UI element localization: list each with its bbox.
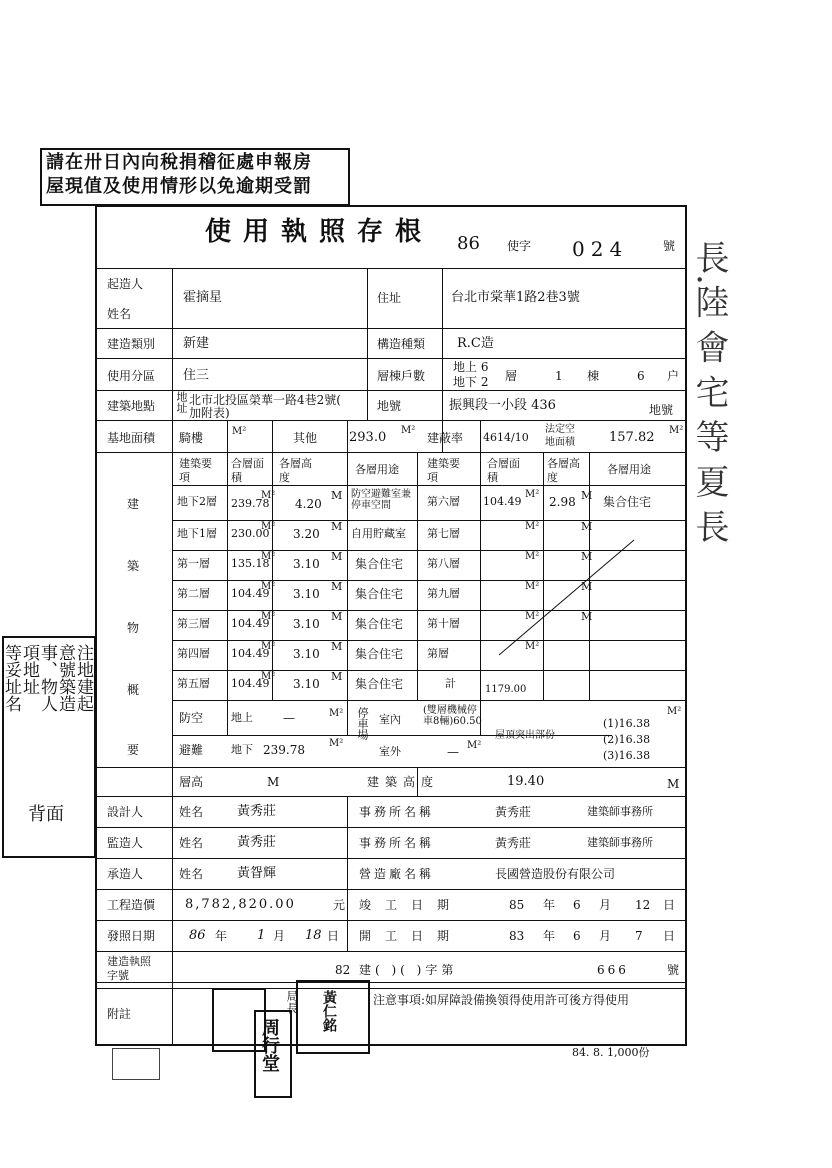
building-height: 19.40 — [507, 774, 545, 789]
table-row: 第三層 — [177, 617, 210, 630]
permit-number: 024 — [572, 237, 629, 261]
contractor-name: 黃眢輝 — [237, 866, 277, 881]
issue-year: 86 — [189, 928, 206, 943]
table-row: 第四層 — [177, 647, 210, 660]
owner-name: 霍摘星 — [183, 290, 223, 305]
table-row: 地下1層 — [177, 527, 217, 540]
notice-line-1: 請在卅日內向稅捐稽征處申報房 — [46, 152, 312, 173]
designer-name: 黃秀莊 — [237, 804, 277, 819]
table-row: 第九層 — [427, 587, 460, 600]
corner-seal — [112, 1048, 160, 1080]
official-seal-3: 黃仁銘 — [296, 980, 370, 1054]
back-label: 背面 — [28, 804, 64, 825]
table-row: 第八層 — [427, 557, 460, 570]
table-row: 第二層 — [177, 587, 210, 600]
notice-line-2: 屋現值及使用情形以免逾期受罰 — [46, 176, 312, 197]
construction-cost: 8,782,820.00 — [185, 897, 296, 912]
table-row: 第六層 — [427, 495, 460, 508]
tax-notice — [40, 148, 350, 206]
permit-ref-number: 666 — [597, 963, 629, 977]
table-row: 計 — [445, 677, 456, 690]
table-row: 第一層 — [177, 557, 210, 570]
print-footer: 84. 8. 1,000份 — [572, 1046, 650, 1059]
table-row: 地下2層 — [177, 495, 217, 508]
owner-address: 台北市棠華1路2巷3號 — [451, 290, 580, 305]
table-row: 第十層 — [427, 617, 460, 630]
margin-handwriting: 長.陸 會 宅 等 夏 長 — [689, 240, 729, 543]
table-row: 第層 — [427, 647, 449, 660]
supervisor-name: 黃秀莊 — [237, 835, 277, 850]
table-row: 第五層 — [177, 677, 210, 690]
contractor-company: 長國營造股份有限公司 — [495, 867, 616, 881]
form-title: 使用執照存根 — [205, 217, 434, 247]
official-seal-2: 周行堂 — [254, 1010, 292, 1098]
table-row: 第七層 — [427, 527, 460, 540]
permit-form: 使用執照存根 86 使字 024 號 起造人 姓名 霍摘星 住址 台北市棠華1路2巷3號 建造類別 新建 構造種類 R.C造 使用分區 住三 層棟戶數 地上 6 地下 2 層 1 棟 6 户 建築地點 地址 北市北投區榮華一路4巷2號( 加附表) 地號 振興段一小段 436 地號 基地面積 騎樓 M² 其他 293.0 M² 建蔽率 4614/10 法定空 地面積 157.82 M² 建築要項 合層面積 各層高度 各層用途 建築要項 合層面積 各層高度 各層用途 建 築 物 概 要 地下2層 239.78 4.20 防空避難室兼停車空間 地下1層 230.00 3.20 自用貯藏室 第一層 135.18 3.10 集合住宅 第二層 104.49 3.10 集合住宅 第三層 104.49 3.10 集合住宅 第四層 104.49 3.10 集合住宅 第五層 104.49 3.10 集合住宅 M² M M² M M² M M² M M² M M² M M² M 第六層 104.49 2.98 集合住宅 第七層 第八層 第九層 第十層 第層 計 1179.00 M² M M² M M² M M² M M² M M² 防空 避難 地上 — M² 地下 239.78 M² 停車場 室內 (雙層機械停車8輛)60.50 室外 — M² 屋頂突出部份 (1)16.38 (2)16.38 (3)16.38 M² 層高 M 建築高度 19.40 M 設計人 姓名 黃秀莊 事務所名稱 黃秀莊 建築師事務所 監造人 姓名 黃秀莊 事務所名稱 黃秀莊 建築師事務所 承造人 姓名 黃眢輝 營造廠名稱 長國營造股份有限公司 工程造價 8,782,820.00 元 竣工日期 85 年 6 月 12 日 發照日期 86 年 1 月 18 日 開工日期 83 年 6 月 7 日 建造執照 字號 82 建( )( )字第 666 號 附註 注意事項:如屏障設備換領得使用許可後方得使用 — [95, 205, 687, 1046]
side-note: 注地建起 意號築造 事、物人 項地址 等妥址名 背面 — [2, 636, 96, 858]
site-lot: 振興段一小段 436 — [449, 398, 556, 413]
remarks-note: 注意事項:如屏障設備換領得使用許可後方得使用 — [373, 993, 630, 1007]
site-address: 北市北投區榮華一路4巷2號( — [189, 393, 341, 407]
void-strike — [489, 520, 649, 660]
